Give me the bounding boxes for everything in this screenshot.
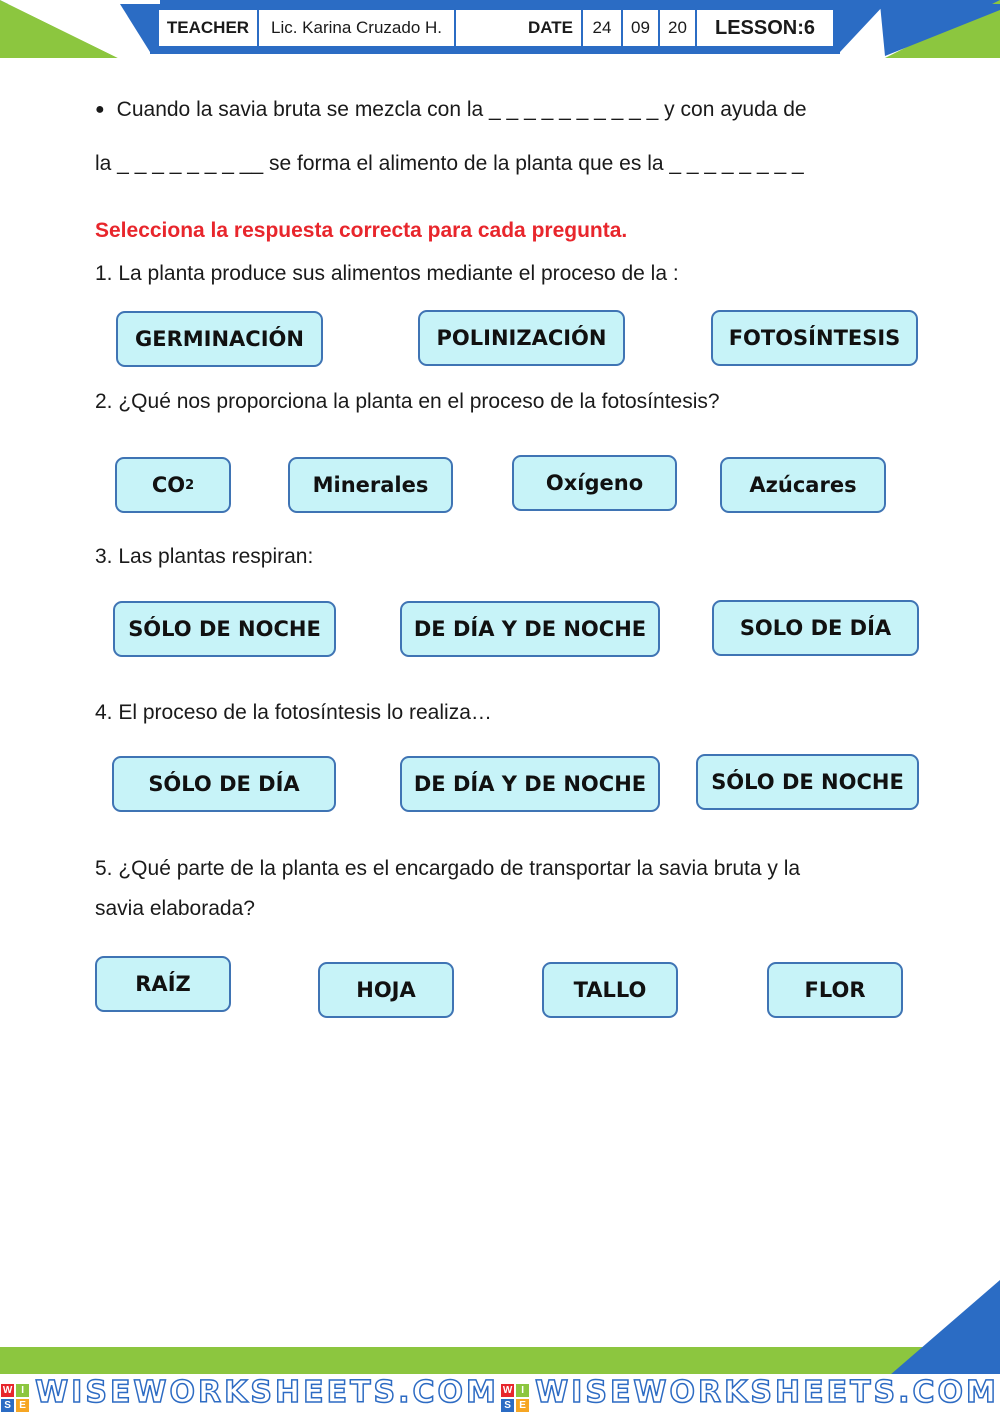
header-info-table: [157, 8, 835, 48]
q5-option-flor[interactable]: FLOR: [767, 962, 903, 1018]
logo-letter: S: [501, 1399, 514, 1412]
bullet-icon: ●: [95, 101, 105, 118]
lesson-label: LESSON:6: [714, 16, 816, 39]
q2-option-co2[interactable]: [115, 457, 231, 513]
date-year: 20: [660, 10, 697, 46]
logo-letter: W: [2, 1384, 13, 1396]
date-label: DATE: [456, 10, 583, 46]
co2-label: CO: [151, 473, 186, 497]
fill-blank-line-2: la _ _ _ _ _ _ _ __ se forma el alimento de la planta que es la _ _ _ _ _ _ _ _: [95, 152, 804, 175]
q4-option-solo-de-dia[interactable]: SÓLO DE DÍA: [112, 756, 336, 812]
teacher-label: TEACHER: [159, 10, 259, 46]
question-4: 4. El proceso de la fotosíntesis lo realiza…: [95, 701, 492, 724]
teacher-name: Lic. Karina Cruzado H.: [259, 10, 456, 46]
q1-option-germinacion[interactable]: GERMINACIÓN: [116, 311, 323, 367]
date-month: 09: [623, 10, 660, 46]
logo-letter: S: [1, 1399, 14, 1412]
q5-option-raiz[interactable]: RAÍZ: [95, 956, 231, 1012]
question-5-continued: savia elaborada?: [95, 897, 255, 920]
question-3: 3. Las plantas respiran:: [95, 545, 314, 568]
wise-logo-icon: [1, 1384, 29, 1412]
question-5: 5. ¿Qué parte de la planta es el encargado de transportar la savia bruta y la: [95, 857, 801, 880]
logo-letter: E: [516, 1399, 529, 1412]
q5-option-hoja[interactable]: HOJA: [318, 962, 454, 1018]
brand-text: WISEWORKSHEETS.COM: [535, 1375, 999, 1411]
fill-blank-text-1: Cuando la savia bruta se mezcla con la _ _ _ _ _ _ _ _ _ _ y con ayuda de: [116, 98, 807, 121]
logo-letter: E: [16, 1399, 29, 1412]
q4-option-dia-y-noche[interactable]: DE DÍA Y DE NOCHE: [400, 756, 660, 812]
q4-option-solo-de-noche[interactable]: SÓLO DE NOCHE: [696, 754, 919, 810]
q3-option-solo-de-dia[interactable]: SOLO DE DÍA: [712, 600, 919, 656]
logo-letter: I: [516, 1384, 529, 1397]
q2-option-azucares[interactable]: Azúcares: [720, 457, 886, 513]
brand-group-2: [501, 1375, 999, 1412]
fill-blank-line-1: [95, 98, 807, 122]
logo-letter: W: [502, 1384, 513, 1396]
brand-group-1: [1, 1375, 499, 1412]
co2-subscript: 2: [185, 477, 195, 493]
logo-letter: I: [16, 1384, 29, 1397]
q2-option-minerales[interactable]: Minerales: [288, 457, 453, 513]
date-day: 24: [583, 10, 623, 46]
footer-brand-strip: [0, 1374, 1000, 1413]
q1-option-fotosintesis[interactable]: FOTOSÍNTESIS: [711, 310, 918, 366]
q1-option-polinizacion[interactable]: POLINIZACIÓN: [418, 310, 625, 366]
question-1: 1. La planta produce sus alimentos mediante el proceso de la :: [95, 262, 679, 285]
brand-text: WISEWORKSHEETS.COM: [35, 1375, 499, 1411]
question-2: 2. ¿Qué nos proporciona la planta en el proceso de la fotosíntesis?: [95, 390, 720, 413]
q2-option-oxigeno[interactable]: Oxígeno: [512, 455, 677, 511]
instruction-heading: Selecciona la respuesta correcta para cada pregunta.: [95, 219, 628, 242]
q5-option-tallo[interactable]: TALLO: [542, 962, 678, 1018]
q3-option-dia-y-noche[interactable]: DE DÍA Y DE NOCHE: [400, 601, 660, 657]
wise-logo-icon: [501, 1384, 529, 1412]
q3-option-solo-de-noche[interactable]: SÓLO DE NOCHE: [113, 601, 336, 657]
